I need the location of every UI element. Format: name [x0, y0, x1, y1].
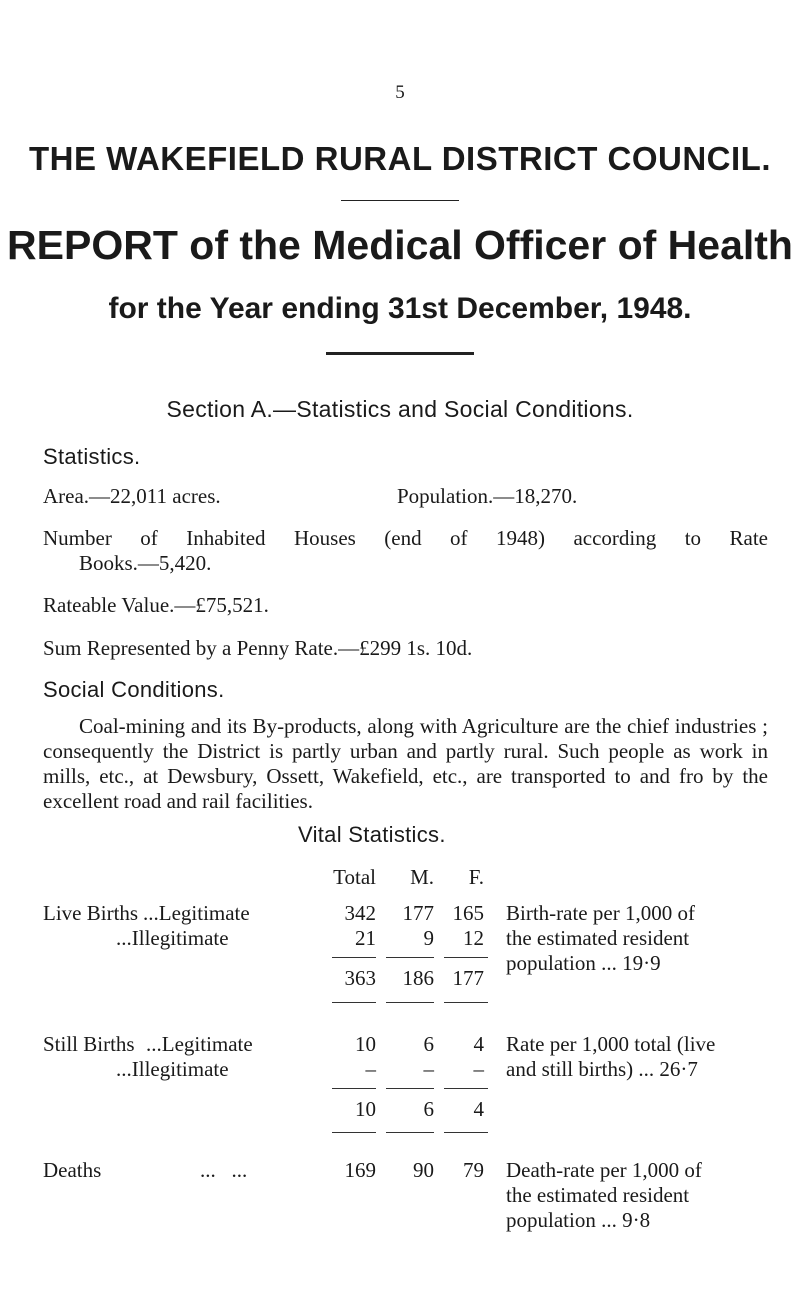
rateable-value: Rateable Value.—£75,521.: [43, 593, 269, 617]
column-header-total: Total: [333, 865, 376, 889]
statistics-heading: Statistics.: [43, 444, 141, 469]
subtotal-male: 6: [423, 1097, 434, 1121]
leader-dots: ... ...: [200, 1158, 248, 1182]
subtotal-female: 177: [452, 966, 484, 990]
rule: [332, 1088, 376, 1089]
rule: [444, 957, 488, 958]
divider: [326, 352, 474, 355]
birth-rate-note: Birth-rate per 1,000 of the estimated resident population ... 19·9: [506, 901, 695, 975]
cell-female: 12: [463, 926, 484, 950]
rule: [332, 1002, 376, 1003]
divider: [341, 200, 459, 201]
row-label: ...Legitimate: [146, 1032, 253, 1056]
houses-text-continued: Books.—5,420.: [79, 551, 212, 575]
rule: [444, 1002, 488, 1003]
cell-female: 4: [473, 1032, 484, 1056]
social-paragraph: Coal-mining and its By-products, along with Agriculture are the chief industries ; consequently the District is partly urban and partly rural. Such people as work in mills, etc., at Dewsbury, Ossett, Wakefield, etc., are transported to and fro by the excellent road and rail facilities.: [43, 714, 768, 813]
cell-male: 90: [413, 1158, 434, 1182]
death-rate-note: Death-rate per 1,000 of the estimated resident population ... 9·8: [506, 1158, 702, 1232]
row-label: ...Illegitimate: [116, 926, 229, 950]
penny-rate: Sum Represented by a Penny Rate.—£299 1s. 10d.: [43, 636, 473, 660]
population-text: Population.—18,270.: [397, 484, 578, 508]
cell-female: 79: [463, 1158, 484, 1182]
subtotal-total: 363: [344, 966, 376, 990]
cell-total: 10: [355, 1032, 376, 1056]
rule: [332, 1132, 376, 1133]
subtotal-male: 186: [402, 966, 434, 990]
social-heading: Social Conditions.: [43, 677, 225, 702]
cell-male: 6: [423, 1032, 434, 1056]
houses-text: Number of Inhabited Houses (end of 1948) according to Rate: [43, 526, 768, 550]
cell-male: –: [423, 1057, 434, 1081]
row-label: ...Illegitimate: [116, 1057, 229, 1081]
still-birth-rate-note: Rate per 1,000 total (live and still births) ... 26·7: [506, 1032, 716, 1081]
area-text: Area.—22,011 acres.: [43, 484, 221, 508]
rule: [386, 957, 434, 958]
still-births-label: Still Births: [43, 1032, 135, 1056]
row-label: ...Legitimate: [143, 901, 250, 925]
cell-female: –: [473, 1057, 484, 1081]
rule: [386, 1002, 434, 1003]
vital-heading: Vital Statistics.: [298, 822, 446, 847]
cell-total: 169: [344, 1158, 376, 1182]
rule: [444, 1132, 488, 1133]
column-header-male: M.: [410, 865, 434, 889]
cell-female: 165: [452, 901, 484, 925]
section-heading: Section A.—Statistics and Social Conditions.: [166, 396, 634, 422]
cell-male: 177: [402, 901, 434, 925]
council-title: THE WAKEFIELD RURAL DISTRICT COUNCIL.: [28, 140, 772, 177]
report-title: REPORT of the Medical Officer of Health: [7, 222, 793, 268]
rule: [386, 1088, 434, 1089]
report-subtitle: for the Year ending 31st December, 1948.: [108, 292, 692, 325]
cell-total: 21: [355, 926, 376, 950]
subtotal-total: 10: [355, 1097, 376, 1121]
rule: [386, 1132, 434, 1133]
cell-total: –: [365, 1057, 376, 1081]
cell-male: 9: [423, 926, 434, 950]
deaths-label: Deaths: [43, 1158, 102, 1182]
subtotal-female: 4: [473, 1097, 484, 1121]
column-header-female: F.: [468, 865, 484, 889]
rule: [332, 957, 376, 958]
cell-total: 342: [344, 901, 376, 925]
page-number: 5: [395, 82, 405, 103]
rule: [444, 1088, 488, 1089]
live-births-label: Live Births: [43, 901, 139, 925]
